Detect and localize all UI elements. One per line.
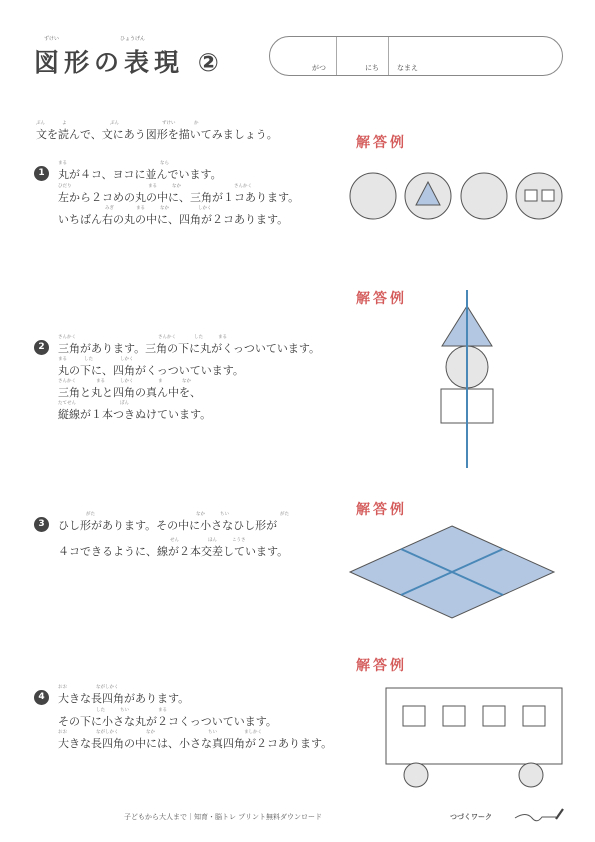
problem-ruby: なか	[182, 379, 191, 384]
problem-ruby: ちい	[220, 512, 229, 517]
problem-number: 1	[34, 166, 49, 181]
answer-label-1: 解答例	[356, 135, 407, 151]
problem-ruby: しかく	[198, 206, 212, 211]
problem-ruby: さんかく	[58, 335, 76, 340]
problem-ruby: ちい	[120, 708, 129, 713]
problem-ruby: ましかく	[244, 730, 262, 735]
day-label: にち	[365, 64, 379, 72]
instruction-ruby: よ	[62, 121, 67, 126]
circle-shape	[404, 763, 428, 787]
square-shape	[403, 706, 425, 726]
problem-number: 4	[34, 690, 49, 705]
problem-line: その下に小さな丸が２コくっついています。	[58, 715, 277, 728]
answer-2-figure	[441, 290, 493, 468]
square-shape	[483, 706, 505, 726]
problem-number: 2	[34, 340, 49, 355]
footer-text: 子どもから大人まで｜知育・脳トレ プリント無料ダウンロード	[124, 813, 322, 821]
footer-brand: つづくワーク	[450, 813, 492, 821]
answer-4-figure	[386, 688, 562, 787]
problem-ruby: ぽん	[120, 401, 129, 406]
month-label: がつ	[312, 64, 326, 72]
problem-line: 丸の下に、四角がくっついています。	[58, 364, 244, 377]
page-title: 図形の表現 ②	[34, 48, 224, 77]
answer-1-figure	[350, 173, 562, 219]
problem-ruby: ながしかく	[96, 685, 119, 690]
problem-line: 三角と丸と四角の真ん中を、	[58, 386, 201, 399]
problem-ruby: さんかく	[158, 335, 176, 340]
title-ruby-1: ずけい	[44, 36, 60, 42]
problem-ruby: まる	[96, 379, 105, 384]
circle-shape	[350, 173, 396, 219]
problem-ruby: ま	[158, 379, 163, 384]
pencil-icon	[515, 809, 563, 821]
problem-line: 大きな長四角があります。	[58, 692, 190, 705]
problem-ruby: まる	[148, 184, 157, 189]
problem-ruby: こうさ	[232, 538, 246, 543]
problem-line: ひし形があります。その中に小さなひし形が	[58, 519, 278, 532]
square-shape	[542, 190, 554, 201]
problem-ruby: さんかく	[234, 184, 252, 189]
problem-ruby: ちい	[208, 730, 217, 735]
problem-number: 3	[34, 517, 49, 532]
problem-ruby: しかく	[120, 379, 134, 384]
circle-shape	[461, 173, 507, 219]
problem-ruby: ながしかく	[96, 730, 119, 735]
problem-ruby: した	[84, 357, 93, 362]
problem-line: いちばん右の丸の中に、四角が２コあります。	[58, 213, 289, 226]
problem-ruby: おお	[58, 730, 67, 735]
circle-shape	[519, 763, 543, 787]
problem-ruby: まる	[136, 206, 145, 211]
problem-line: 大きな長四角の中には、小さな真四角が２コあります。	[58, 737, 333, 750]
problem-ruby: なら	[160, 161, 169, 166]
instruction-ruby: ぶん	[110, 121, 119, 126]
problem-ruby: みぎ	[105, 206, 114, 211]
problem-ruby: ほん	[208, 538, 217, 543]
circle-shape	[516, 173, 562, 219]
square-shape	[523, 706, 545, 726]
answer-label-4: 解答例	[356, 658, 407, 674]
problem-ruby: おお	[58, 685, 67, 690]
problem-ruby: なか	[196, 512, 205, 517]
problem-ruby: がた	[280, 512, 289, 517]
problem-ruby: たてせん	[58, 401, 76, 406]
problem-ruby: せん	[170, 538, 179, 543]
instruction-ruby: ぶん	[36, 121, 45, 126]
problem-line: ４コできるように、線が２本交差しています。	[58, 545, 289, 558]
problem-ruby: した	[96, 708, 105, 713]
problem-ruby: まる	[58, 357, 67, 362]
problem-ruby: なか	[160, 206, 169, 211]
problem-ruby: まる	[158, 708, 167, 713]
square-shape	[443, 706, 465, 726]
instruction-ruby: か	[194, 121, 199, 126]
problem-ruby: まる	[58, 161, 67, 166]
instruction-ruby: ずけい	[162, 121, 176, 126]
problem-ruby: さんかく	[58, 379, 76, 384]
problem-ruby: なか	[146, 730, 155, 735]
problem-line: 丸が４コ、ヨコに並んでいます。	[58, 168, 222, 181]
problem-ruby: なか	[172, 184, 181, 189]
title-ruby-2: ひょうげん	[120, 36, 146, 42]
problem-ruby: しかく	[120, 357, 134, 362]
problem-ruby: ひだり	[58, 184, 72, 189]
instruction-text: 文を読んで、文にあう図形を描いてみましょう。	[36, 128, 278, 141]
problem-line: 縦線が１本つきぬけています。	[58, 408, 212, 421]
answer-label-2: 解答例	[356, 291, 407, 307]
problem-ruby: した	[194, 335, 203, 340]
square-shape	[525, 190, 537, 201]
problem-line: 三角があります。三角の下に丸がくっついています。	[58, 342, 321, 355]
answer-3-figure	[350, 526, 554, 618]
problem-line: 左から２コめの丸の中に、三角が１コあります。	[58, 191, 300, 204]
problem-ruby: まる	[218, 335, 227, 340]
problem-ruby: がた	[86, 512, 95, 517]
answer-label-3: 解答例	[356, 502, 407, 518]
name-label: なまえ	[397, 64, 418, 72]
